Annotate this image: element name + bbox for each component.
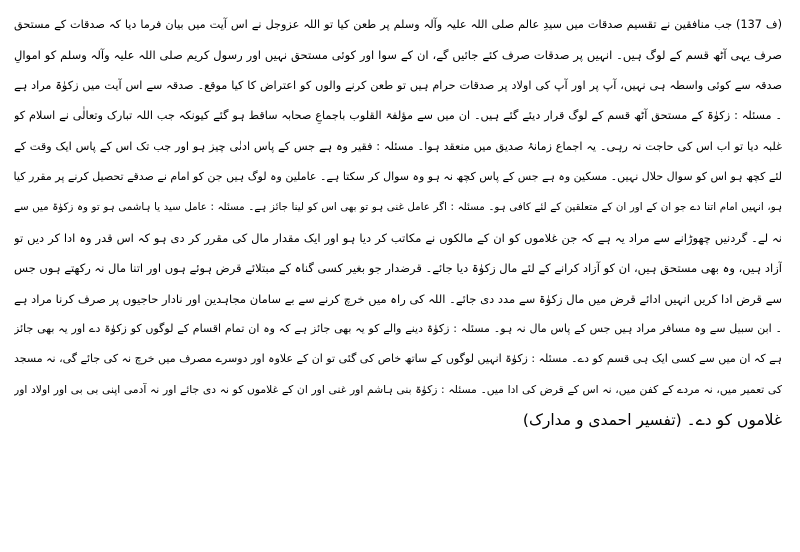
text-line-13: کی تعمیر میں، نہ مردے کے کفن میں، نہ اس کے قرض کی ادا میں۔ مسئلہ : زکوٰۃ بنی ہاشم اور غنی اور ان کے غلاموں کو نہ دی جائے اور نہ آدمی اپنی بی بی اور اولاد اور [14,382,782,396]
text-line-1: (ف 137) جب منافقین نے تقسیم صدقات میں سیدِ عالم صلی اللہ علیہ وآلہ وسلم پر طعن کیا تو اللہ عزوجل نے اس آیت میں بیان فرما دیا کہ صدقات کے مستحق [14,18,782,31]
text-line-2: صرف یہی آٹھ قسم کے لوگ ہیں۔ انہیں پر صدقات صرف کئے جائیں گے، ان کے سوا اور کوئی مستحق نہیں اور رسول کریم صلی اللہ علیہ وآلہ وسلم کو اموالِ [14,48,782,63]
text-line-3: صدقہ سے کوئی واسطہ ہی نہیں، آپ پر اور آپ کی اولاد پر صدقات حرام ہیں تو طعن کرنے والوں کو اعتراض کا کیا موقع۔ صدقہ سے اس آیت میں زکوٰۃ مراد ہے [14,78,782,92]
text-line-4: ۔ مسئلہ : زکوٰۃ کے مستحق آٹھ قسم کے لوگ قرار دیئے گئے ہیں۔ ان میں سے مؤلفۃ القلوب باجماعِ صحابہ ساقط ہو گئے کیونکہ جب اللہ تبارک وتعالٰی نے اسلام کو [14,109,782,123]
text-line-11: ۔ ابن سبیل سے وہ مسافر مراد ہیں جس کے پاس مال نہ ہو۔ مسئلہ : زکوٰۃ دینے والے کو یہ بھی جائز ہے کہ وہ ان تمام اقسام کے لوگوں کو زکوٰۃ دے اور یہ بھی جائز [14,321,782,335]
text-line-14-citation: غلاموں کو دے۔ (تفسیر احمدی و مدارک) [522,411,782,430]
text-line-7: ہو، انہیں امام اتنا دے جو ان کے اور ان کے متعلقین کے لئے کافی ہو۔ مسئلہ : اگر عامل غنی ہو تو بھی اس کو لینا جائز ہے۔ مسئلہ : عامل سید یا ہاشمی ہو تو وہ زکوٰۃ میں سے [14,201,782,214]
text-line-12: ہے کہ ان میں سے کسی ایک ہی قسم کو دے۔ مسئلہ : زکوٰۃ انہیں لوگوں کے ساتھ خاص کی گئی تو ان کے علاوہ اور دوسرے مصرف میں خرچ نہ کی جائے گی، نہ مسجد [14,352,782,366]
text-line-5: غلبہ دیا تو اب اس کی حاجت نہ رہی۔ یہ اجماع زمانۂ صدیق میں منعقد ہوا۔ مسئلہ : فقیر وہ ہے جس کے پاس ادنٰی چیز ہو اور جب تک اس کے پاس ایک وقت کے [14,139,782,153]
text-line-9: آزاد ہیں، وہ بھی مستحق ہیں، ان کو آزاد کرانے کے لئے مال زکوٰۃ دیا جائے۔ قرضدار جو بغیر کسی گناہ کے مبتلائے قرض ہوئے ہوں اور اتنا مال نہ رکھتے ہوں جس [14,261,782,276]
text-line-6: لئے کچھ ہو اس کو سوال حلال نہیں۔ مسکین وہ ہے جس کے پاس کچھ نہ ہو وہ سوال کر سکتا ہے۔ عاملین وہ لوگ ہیں جن کو امام نے صدقے تحصیل کرنے پر مقرر کیا [14,169,782,183]
text-line-8: نہ لے۔ گردنیں چھوڑانے سے مراد یہ ہے کہ جن غلاموں کو ان کے مالکوں نے مکاتب کر دیا ہو اور ایک مقدار مال کی مقرر کر دی ہو کہ اس قدر وہ ادا کر دیں تو [14,230,782,245]
text-line-10: سے قرض ادا کریں انہیں ادائے قرض میں مال زکوٰۃ سے مدد دی جائے۔ اللہ کی راہ میں خرچ کرنے سے بے سامان مجاہدین اور نادار حاجیوں پر صرف کرنا مراد ہے [14,291,782,306]
